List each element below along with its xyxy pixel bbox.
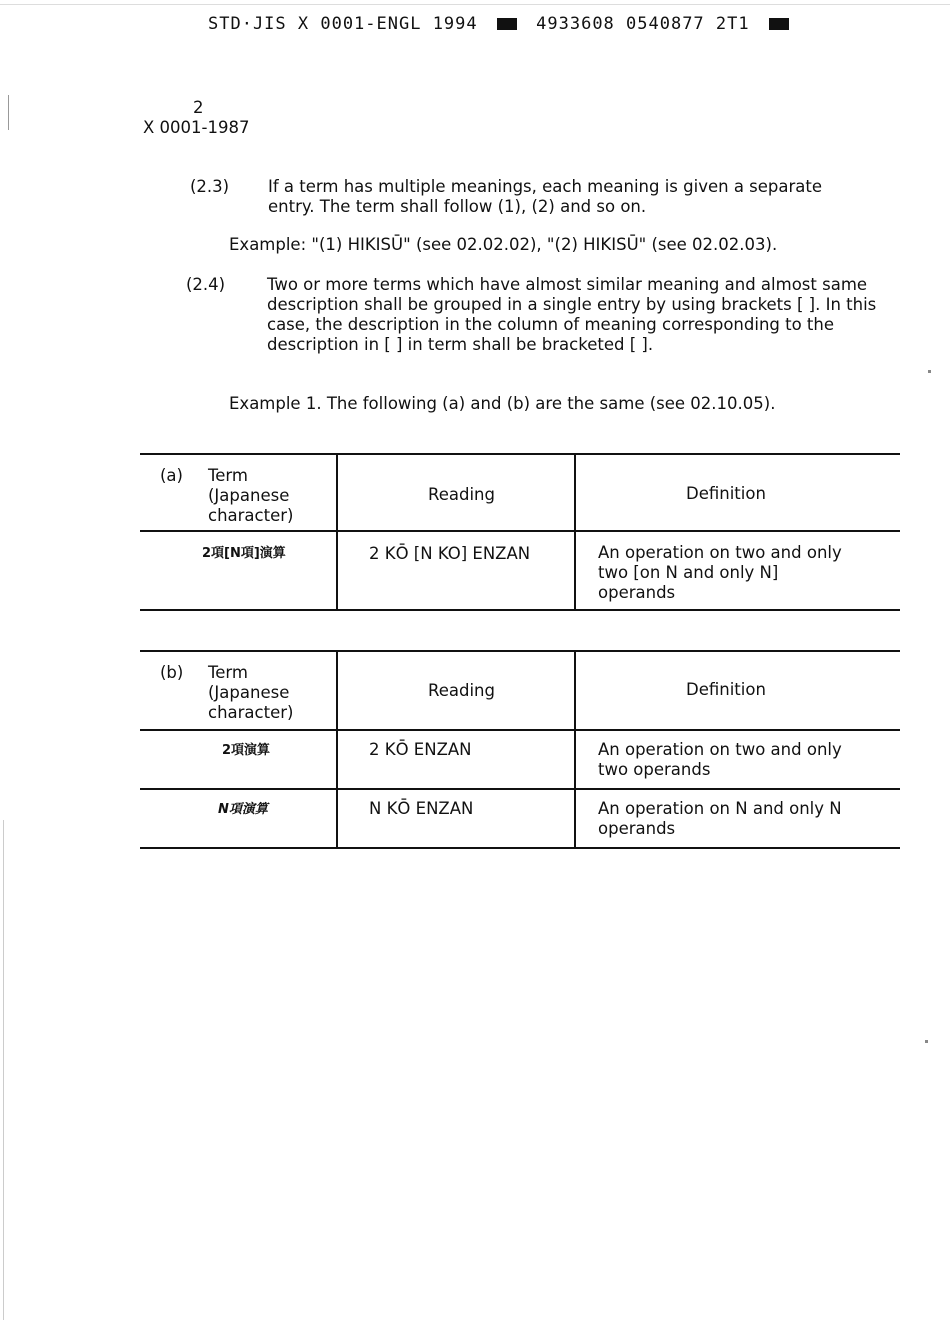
- header-line: Term: [208, 466, 248, 485]
- scan-speck: [928, 370, 931, 373]
- table-divider: [336, 652, 338, 848]
- header-codes: 4933608 0540877 2T1: [536, 14, 750, 34]
- paragraph-text: Two or more terms which have almost similar meaning and almost same description shall be grouped in a single entry by using brackets [ ]. In this case, the description in the column of meaning corresponding to the description in [ ] in term shall be bracketed [ ].: [267, 275, 877, 354]
- paragraph-number: (2.4): [186, 275, 226, 294]
- definition-line: An operation on two and only: [598, 543, 842, 562]
- column-header-definition: Definition: [686, 484, 766, 503]
- page-number: 2: [193, 98, 204, 117]
- term-japanese: 2項演算: [222, 743, 271, 758]
- table-label: (b): [160, 663, 184, 682]
- column-header-term: [208, 466, 293, 526]
- scan-mark: [3, 820, 4, 1320]
- document-id: X 0001-1987: [143, 118, 250, 137]
- table-rule: [140, 453, 900, 455]
- table-rule: [140, 788, 900, 790]
- header-line: STD·JIS X 0001-ENGL 1994: [208, 14, 478, 34]
- column-header-reading: Reading: [428, 681, 495, 700]
- table-rule: [140, 729, 900, 731]
- header-line: character): [208, 506, 294, 525]
- table-rule: [140, 609, 900, 611]
- paragraph-number: (2.3): [190, 177, 230, 196]
- table-divider: [574, 652, 576, 848]
- black-bar-icon: [769, 18, 789, 30]
- scan-mark: [8, 95, 9, 130]
- paragraph-text: If a term has multiple meanings, each meaning is given a separate entry. The term shall follow (1), (2) and so on.: [268, 177, 823, 216]
- definition-line: An operation on two and only: [598, 740, 842, 759]
- term-definition: [598, 543, 842, 603]
- table-label: (a): [160, 466, 183, 485]
- definition-line: two operands: [598, 760, 711, 779]
- black-bar-icon: [497, 18, 517, 30]
- term-reading: 2 KŌ [N KO] ENZAN: [369, 544, 531, 563]
- column-header-term: [208, 663, 293, 723]
- definition-line: operands: [598, 583, 676, 602]
- term-definition: [598, 799, 842, 839]
- table-rule: [140, 650, 900, 652]
- header-line: Term: [208, 663, 248, 682]
- table-rule: [140, 847, 900, 849]
- column-header-reading: Reading: [428, 485, 495, 504]
- term-japanese: 2項[N項]演算: [202, 546, 286, 561]
- term-japanese: N項演算: [218, 802, 268, 817]
- scan-edge: [0, 4, 950, 5]
- header-line: (Japanese: [208, 486, 290, 505]
- term-definition: [598, 740, 842, 780]
- table-divider: [574, 455, 576, 610]
- term-reading: 2 KŌ ENZAN: [369, 740, 472, 759]
- paragraph-example: Example: "(1) HIKISŪ" (see 02.02.02), "(2) HIKISŪ" (see 02.02.03).: [229, 235, 778, 254]
- scan-speck: [925, 1040, 928, 1043]
- definition-line: operands: [598, 819, 676, 838]
- definition-line: An operation on N and only N: [598, 799, 842, 818]
- definition-line: two [on N and only N]: [598, 563, 779, 582]
- term-reading: N KŌ ENZAN: [369, 799, 474, 818]
- header-line: (Japanese: [208, 683, 290, 702]
- table-rule: [140, 530, 900, 532]
- header-line: character): [208, 703, 294, 722]
- column-header-definition: Definition: [686, 680, 766, 699]
- table-divider: [336, 455, 338, 610]
- paragraph-example: Example 1. The following (a) and (b) are the same (see 02.10.05).: [229, 394, 776, 413]
- document-header: [208, 14, 789, 34]
